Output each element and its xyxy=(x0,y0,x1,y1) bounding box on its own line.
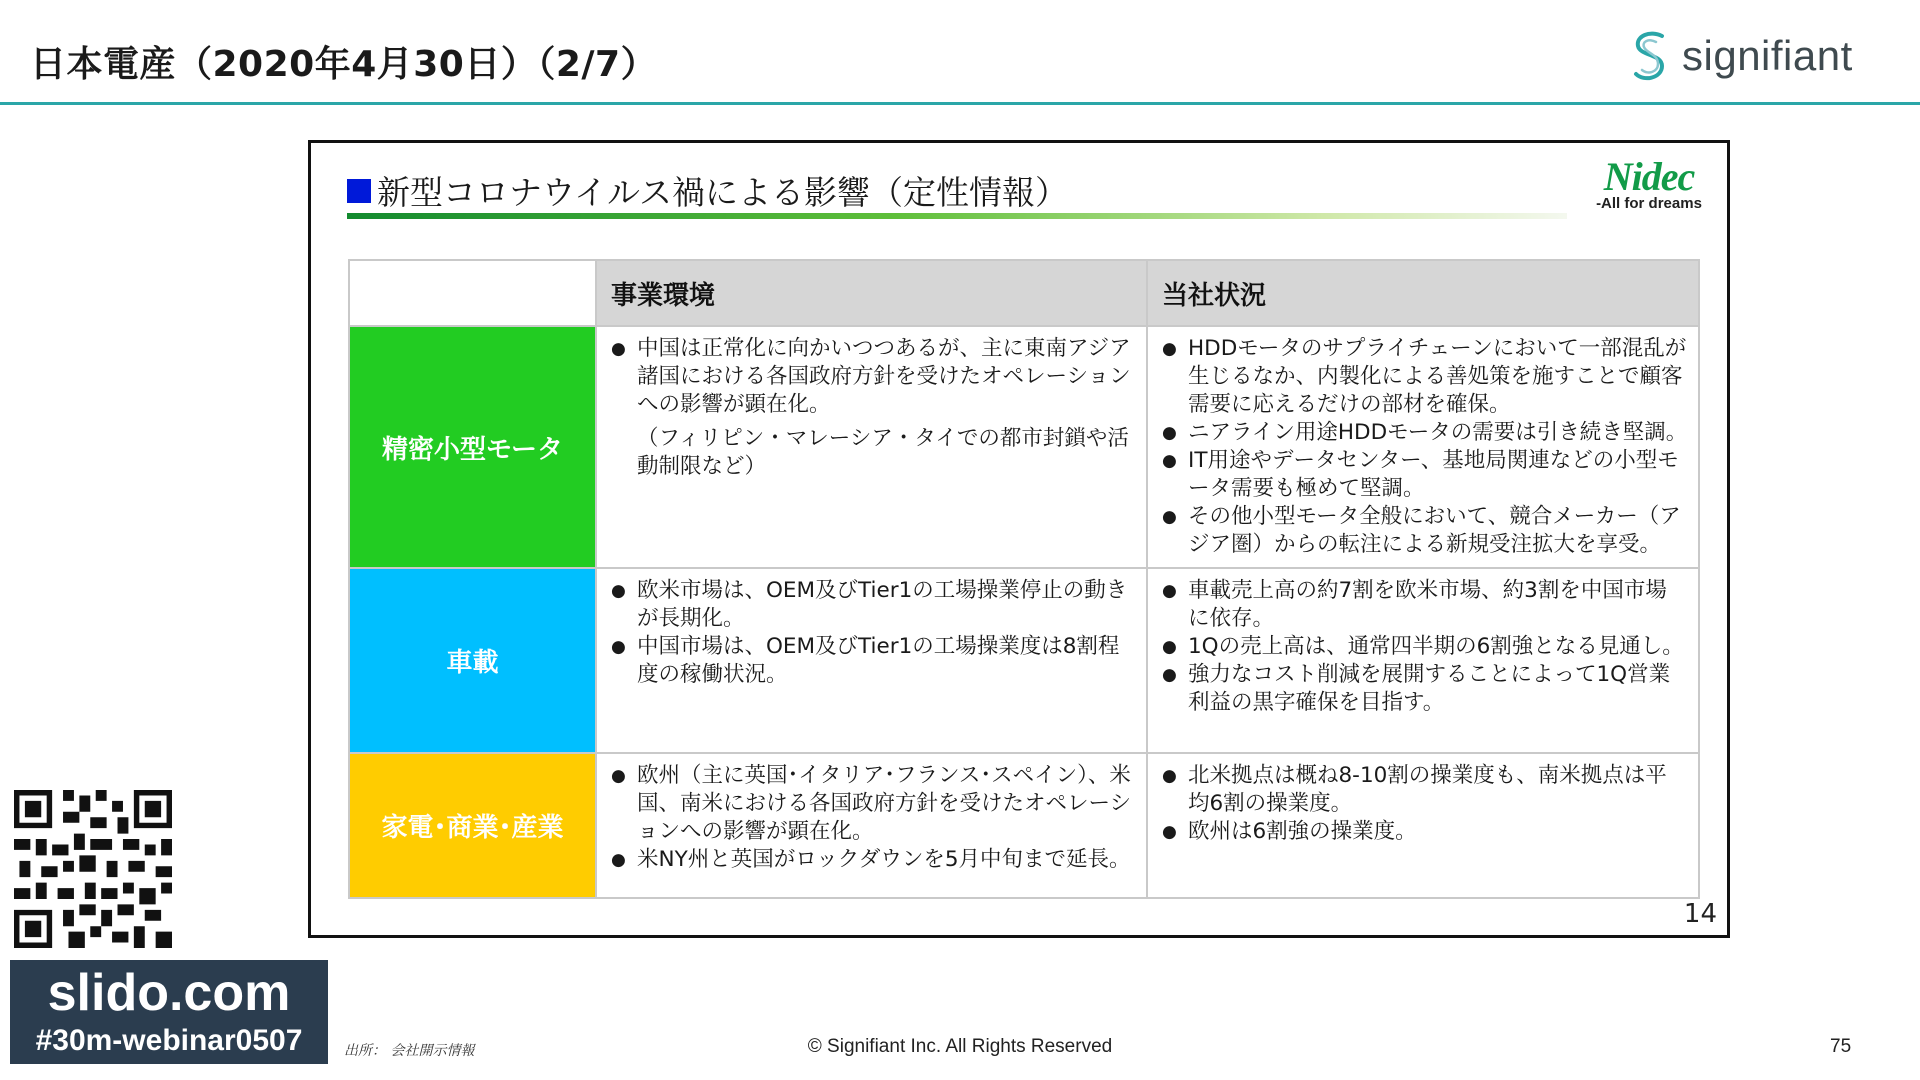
page-number: 75 xyxy=(1830,1036,1852,1057)
environment-note: （フィリピン・マレーシア・タイでの都市封鎖や活動制限など） xyxy=(637,426,1129,479)
brand-name: signifiant xyxy=(1682,32,1853,79)
status-cell xyxy=(1147,568,1699,753)
column-header-status: 当社状況 xyxy=(1147,260,1699,326)
nidec-wordmark: Nidec xyxy=(1603,154,1695,199)
slido-site: slido.com xyxy=(47,964,291,1022)
table-row xyxy=(349,753,1699,898)
list-item: ● その他小型モータ全般において、競合メーカー（アジア圏）からの転注による新規受注拡大を享受。 xyxy=(1162,503,1688,559)
list-item: ● 中国は正常化に向かいつつあるが、主に東南アジア諸国における各国政府方針を受けたオペレーションへの影響が顕在化。 xyxy=(611,335,1136,419)
status-cell xyxy=(1147,326,1699,568)
list-item: ● 米NY州と英国がロックダウンを5月中旬まで延長。 xyxy=(611,846,1136,874)
header-divider xyxy=(0,102,1920,105)
list-item: ● 中国市場は、OEM及びTier1の工場操業度は8割程度の稼働状況。 xyxy=(611,633,1136,689)
segment-label: 精密小型モータ xyxy=(349,326,596,568)
table-corner-cell xyxy=(349,260,596,326)
nidec-logo xyxy=(1579,155,1719,212)
slide-heading-text: 新型コロナウイルス禍による影響（定性情報） xyxy=(377,173,1069,212)
segment-label: 家電･商業･産業 xyxy=(349,753,596,898)
signifiant-logo xyxy=(1628,26,1853,86)
slido-event-code: #30m-webinar0507 xyxy=(35,1024,303,1057)
list-item: ● IT用途やデータセンター、基地局関連などの小型モータ需要も極めて堅調。 xyxy=(1162,447,1688,503)
slide-page-number: 14 xyxy=(1683,899,1717,929)
table-header-row xyxy=(349,260,1699,326)
segment-label: 車載 xyxy=(349,568,596,753)
list-item: ● 車載売上高の約7割を欧米市場、約3割を中国市場に依存。 xyxy=(1162,577,1688,633)
list-item: ● ニアライン用途HDDモータの需要は引き続き堅調。 xyxy=(1162,419,1688,447)
signifiant-swirl-icon xyxy=(1628,28,1672,84)
impact-table xyxy=(348,259,1700,899)
copyright: © Signifiant Inc. All Rights Reserved xyxy=(807,1036,1113,1057)
source-note: 出所： 会社開示情報 xyxy=(344,1043,475,1059)
environment-cell xyxy=(596,568,1147,753)
heading-gradient-rule xyxy=(347,213,1567,219)
list-item: ● 北米拠点は概ね8-10割の操業度も、南米拠点は平均6割の操業度。 xyxy=(1162,762,1688,818)
list-item: ● 欧米市場は、OEM及びTier1の工場操業停止の動きが長期化。 xyxy=(611,577,1136,633)
list-item: ● 欧州（主に英国･イタリア･フランス･スペイン）、米国、南米における各国政府方針を受けたオペレーションへの影響が顕在化。 xyxy=(611,762,1136,846)
embedded-slide xyxy=(308,140,1730,938)
list-item: ● 強力なコスト削減を展開することによって1Q営業利益の黒字確保を目指す。 xyxy=(1162,661,1688,717)
list-item: ● 欧州は6割強の操業度。 xyxy=(1162,818,1688,846)
table-row xyxy=(349,568,1699,753)
table-row xyxy=(349,326,1699,568)
column-header-environment: 事業環境 xyxy=(596,260,1147,326)
qr-code-icon[interactable] xyxy=(14,790,172,948)
environment-cell xyxy=(596,753,1147,898)
slide-heading xyxy=(347,167,1068,214)
page-title: 日本電産（2020年4月30日）（2/7） xyxy=(30,44,658,85)
status-cell xyxy=(1147,753,1699,898)
blue-square-icon xyxy=(347,179,371,203)
list-item: ● HDDモータのサプライチェーンにおいて一部混乱が生じるなか、内製化による善処策を施すことで顧客需要に応えるだけの部材を確保。 xyxy=(1162,335,1688,419)
nidec-tagline: -All for dreams xyxy=(1596,195,1702,212)
list-item: ● 1Qの売上高は、通常四半期の6割強となる見通し。 xyxy=(1162,633,1688,661)
environment-cell xyxy=(596,326,1147,568)
